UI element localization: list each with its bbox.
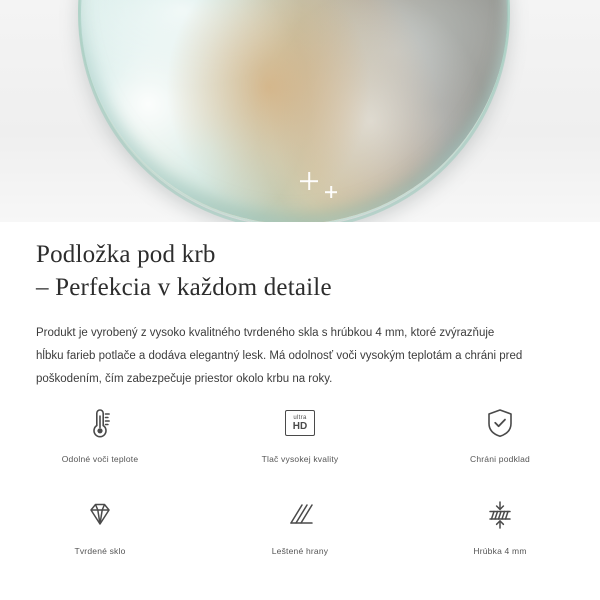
- feature-label: Leštené hrany: [271, 546, 329, 556]
- page-title-line-2: – Perfekcia v každom detaile: [36, 274, 332, 301]
- feature-item-polished-edges: [200, 488, 400, 568]
- page-title: [0, 222, 600, 304]
- diamond-icon: [77, 492, 123, 538]
- feature-label: Odolné voči teplote: [61, 454, 139, 464]
- feature-item-thickness: [400, 488, 600, 568]
- feature-label: Tlač vysokej kvality: [261, 454, 339, 464]
- glass-mat-product-photo: [78, 0, 510, 222]
- feature-item-temperature: [0, 396, 200, 476]
- thermometer-icon: [77, 400, 123, 446]
- ultra-hd-icon: ultra HD: [277, 400, 323, 446]
- shield-check-icon: [477, 400, 523, 446]
- feature-label: Tvrdené sklo: [74, 546, 126, 556]
- feature-label: Chráni podklad: [470, 454, 530, 464]
- feature-label: Hrúbka 4 mm: [473, 546, 527, 556]
- feature-item-tempered-glass: [0, 488, 200, 568]
- feature-item-surface-protection: [400, 396, 600, 476]
- text-content: [0, 222, 600, 391]
- polished-edges-icon: [277, 492, 323, 538]
- feature-grid: [0, 396, 600, 568]
- description-paragraph: Produkt je vyrobený z vysoko kvalitného tvrdeného skla s hrúbkou 4 mm, ktoré zvýrazňuje hĺbku farieb potlače a dodáva elegantný lesk. Má odolnosť voči vysokým teplotám a chráni pred poškodením, čím zabezpečuje priestor okolo krbu na roky.: [36, 327, 523, 385]
- feature-item-print-quality: [200, 396, 400, 476]
- hero-image: [0, 0, 600, 222]
- page-title-line-1: Podložka pod krb: [36, 241, 216, 268]
- thickness-icon: [477, 492, 523, 538]
